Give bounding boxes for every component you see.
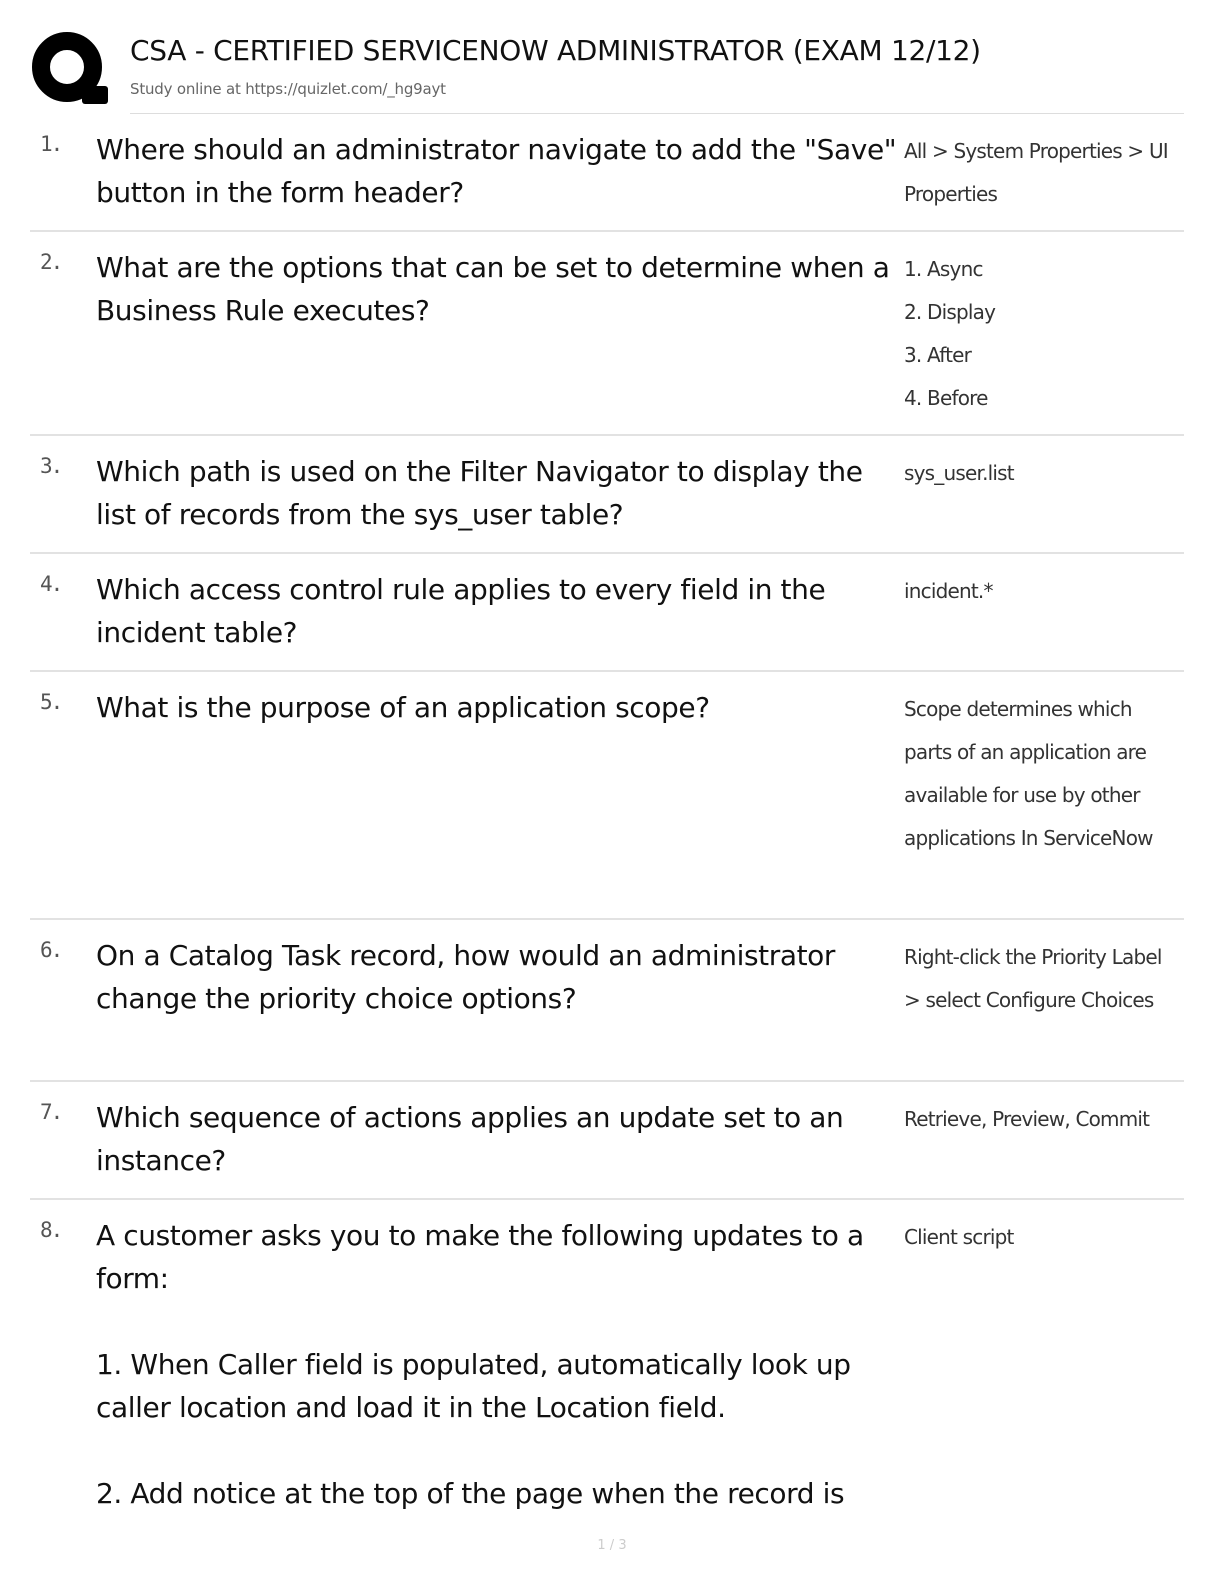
question-text: A customer asks you to make the following updates to a form: 1. When Caller field is populated, automatically look up caller location and load it in the Location field. 2. Add notice at the top of the page when the record is [96,1219,864,1510]
question-text: What is the purpose of an application scope? [96,691,710,724]
question-row-3 [30,436,1184,554]
question-row-5 [30,672,1184,920]
answer-text: All > System Properties > UI Properties [904,139,1168,206]
question-list [30,114,1184,1530]
question-row-2 [30,232,1184,436]
answer-text: Scope determines which parts of an application are available for use by other applications In ServiceNow [904,697,1153,850]
study-online-link[interactable]: Study online at https://quizlet.com/_hg9ayt [130,80,446,98]
question-row-7 [30,1082,1184,1200]
question-text: On a Catalog Task record, how would an administrator change the priority choice options? [96,939,836,1015]
page-number: 1 / 3 [597,1538,627,1553]
question-text: What are the options that can be set to determine when a Business Rule executes? [96,251,890,327]
answer-text: incident.* [904,579,993,603]
question-number: 1. [40,132,62,156]
question-number: 6. [40,938,62,962]
question-number: 8. [40,1218,62,1242]
answer-text: Client script [904,1225,1014,1249]
question-text: Which path is used on the Filter Navigator to display the list of records from the sys_user table? [96,455,863,531]
question-number: 3. [40,454,62,478]
question-number: 4. [40,572,62,596]
question-number: 7. [40,1100,62,1124]
answer-text: Retrieve, Preview, Commit [904,1107,1150,1131]
question-text: Which sequence of actions applies an update set to an instance? [96,1101,844,1177]
question-row-4 [30,554,1184,672]
question-row-6 [30,920,1184,1082]
page-header [30,30,1184,114]
question-text: Which access control rule applies to every field in the incident table? [96,573,826,649]
document-title: CSA - CERTIFIED SERVICENOW ADMINISTRATOR (EXAM 12/12) [130,34,981,67]
question-row-1 [30,114,1184,232]
question-row-8 [30,1200,1184,1530]
question-text: Where should an administrator navigate to add the "Save" button in the form header? [96,133,897,209]
answer-text: sys_user.list [904,461,1014,485]
answer-text: Right-click the Priority Label > select Configure Choices [904,945,1162,1012]
answer-text: 1. Async 2. Display 3. After 4. Before [904,257,996,410]
quizlet-logo-icon [30,30,110,110]
question-number: 5. [40,690,62,714]
question-number: 2. [40,250,62,274]
